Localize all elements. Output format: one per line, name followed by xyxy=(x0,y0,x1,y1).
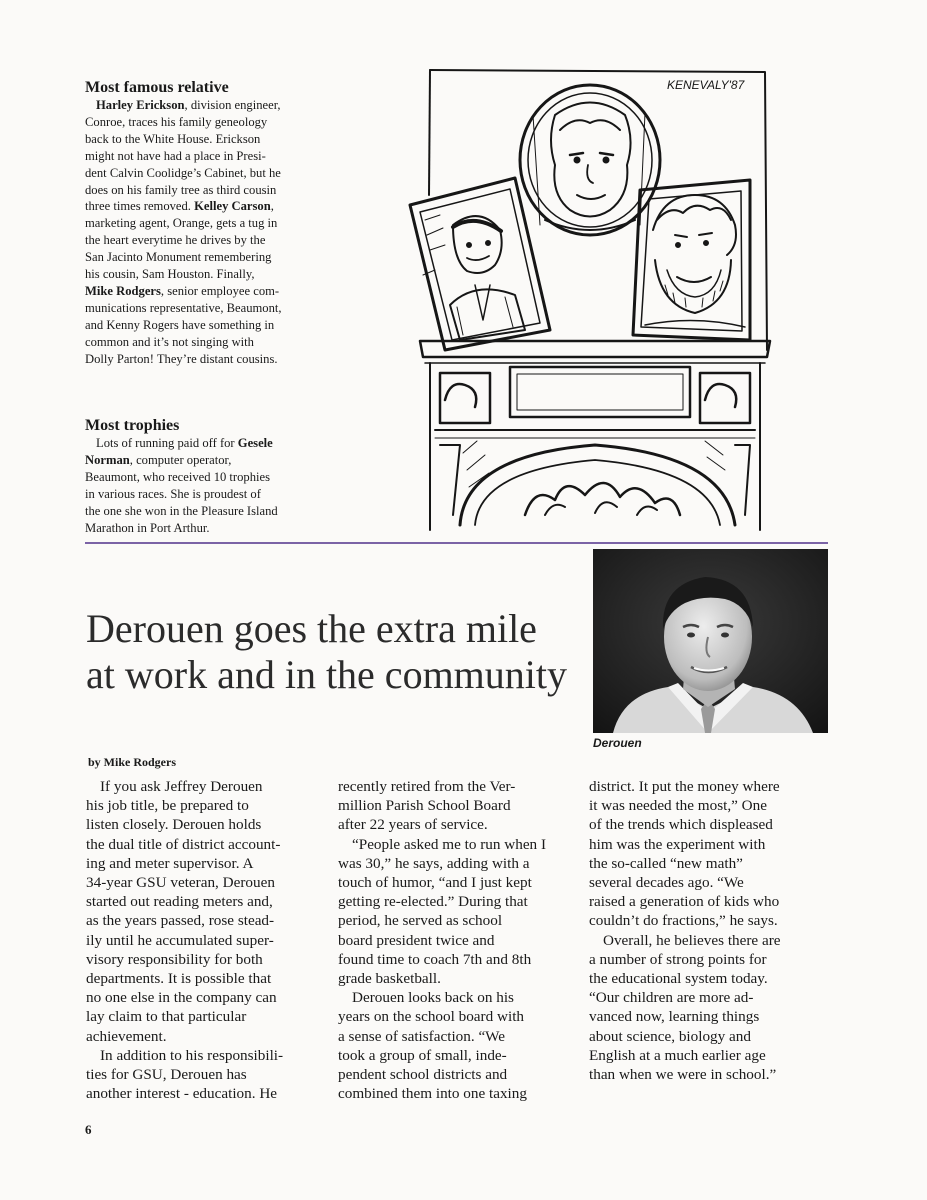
article-line xyxy=(589,892,825,911)
article-line-text: touch of humor, “and I just kept xyxy=(338,874,532,892)
article-line-text: a sense of satisfaction. “We xyxy=(338,1027,506,1045)
blurb-line xyxy=(85,131,385,148)
article-line xyxy=(589,950,825,969)
article-line xyxy=(589,777,825,796)
article-line-text: started out reading meters and, xyxy=(86,893,273,911)
article-line xyxy=(338,892,574,911)
article-line-text: getting re-elected.” During that xyxy=(338,893,528,911)
article-line-text: ties for GSU, Derouen has xyxy=(86,1066,247,1084)
article-line xyxy=(338,1084,574,1103)
blurb-text: Conroe, traces his family geneology xyxy=(85,114,268,129)
blurb-line xyxy=(85,283,385,300)
article-line xyxy=(589,873,825,892)
article-line xyxy=(338,988,574,1007)
blurb-text: Beaumont, who received 10 trophies xyxy=(85,469,271,484)
article-line xyxy=(86,777,322,796)
article-line xyxy=(589,854,825,873)
article-line xyxy=(86,1065,322,1084)
article-line-text: a number of strong points for xyxy=(589,950,767,968)
article-line-text: If you ask Jeffrey Derouen xyxy=(100,778,263,795)
article-line-text: visory responsibility for both xyxy=(86,950,263,968)
article-line-text: after 22 years of service. xyxy=(338,816,488,834)
article-line xyxy=(86,1046,322,1065)
blurb-line xyxy=(85,452,385,469)
blurb-text: Dolly Parton! They’re distant cousins. xyxy=(85,351,278,366)
blurb-text: , division engineer, xyxy=(184,98,281,112)
blurb-line xyxy=(85,317,385,334)
article-line xyxy=(589,1065,825,1084)
article-line-text: departments. It is possible that xyxy=(86,970,272,988)
article-line-text: Overall, he believes there are xyxy=(603,931,781,949)
article-line-text: “Our children are more ad- xyxy=(589,989,754,1007)
blurb-line xyxy=(85,503,385,520)
blurb-text: might not have had a place in Presi- xyxy=(85,148,266,163)
article-line-text: couldn’t do fractions,” he says. xyxy=(589,912,778,930)
cartoon-signature: KENEVALY'87 xyxy=(667,78,745,92)
article-line xyxy=(86,835,322,854)
person-name: Norman xyxy=(85,452,130,467)
article-line xyxy=(589,969,825,988)
blurb-text: common and it’s not singing with xyxy=(85,334,254,349)
article-line xyxy=(338,777,574,796)
article-line xyxy=(338,815,574,834)
blurb-line xyxy=(85,486,385,503)
blurb-line xyxy=(85,148,385,165)
article-line-text: another interest - education. He xyxy=(86,1085,278,1103)
person-name: Kelley Carson xyxy=(194,199,271,214)
article-line-text: years on the school board with xyxy=(338,1008,525,1026)
article-line xyxy=(86,815,322,834)
article-line-text: million Parish School Board xyxy=(338,797,511,815)
article-line-text: was 30,” he says, adding with a xyxy=(338,854,530,872)
person-name: Gesele xyxy=(237,436,273,450)
article-line-text: the educational system today. xyxy=(589,970,768,988)
article-line xyxy=(589,931,825,950)
blurb-line xyxy=(85,198,385,215)
article-line xyxy=(338,1065,574,1084)
blurb-text: Lots of running paid off for xyxy=(96,436,238,450)
article-line xyxy=(338,835,574,854)
article-line-text: vanced now, learning things xyxy=(589,1008,760,1026)
article-line-text: grade basketball. xyxy=(338,970,441,988)
article-line xyxy=(86,931,322,950)
blurb-line xyxy=(85,266,385,283)
article-line-text: than when we were in school.” xyxy=(589,1066,777,1084)
article-line xyxy=(86,873,322,892)
article-line-text: his job title, be prepared to xyxy=(86,797,249,815)
article-line-text: about science, biology and xyxy=(589,1027,751,1045)
article-line-text: took a group of small, inde- xyxy=(338,1046,507,1064)
derouen-portrait-photo xyxy=(593,549,828,733)
article-line-text: of the trends which displeased xyxy=(589,816,773,834)
article-line xyxy=(338,1046,574,1065)
photo-caption: Derouen xyxy=(593,736,642,750)
article-line-text: “People asked me to run when I xyxy=(352,835,547,853)
famous-relative-body xyxy=(85,97,385,368)
blurb-line xyxy=(85,165,385,182)
article-line-text: achievement. xyxy=(86,1027,167,1045)
blurb-text: marketing agent, Orange, gets a tug in xyxy=(85,216,278,231)
blurb-text: the heart everytime he drives by the xyxy=(85,233,266,248)
blurb-text: munications representative, Beaumont, xyxy=(85,300,282,315)
article-line-text: as the years passed, rose stead- xyxy=(86,912,275,930)
article-line-text: no one else in the company can xyxy=(86,989,277,1007)
article-line-text: board president twice and xyxy=(338,931,495,949)
article-byline: by Mike Rodgers xyxy=(88,755,176,769)
person-name: Mike Rodgers xyxy=(85,283,161,298)
article-line-text: several decades ago. “We xyxy=(589,874,744,892)
article-line-text: the dual title of district account- xyxy=(86,835,281,853)
blurb-text: his cousin, Sam Houston. Finally, xyxy=(85,267,255,282)
article-line-text: combined them into one taxing xyxy=(338,1085,527,1103)
article-line-text: Derouen looks back on his xyxy=(352,989,514,1007)
article-line xyxy=(338,1007,574,1026)
person-name: Harley Erickson xyxy=(96,98,185,112)
article-line xyxy=(338,969,574,988)
blurb-line xyxy=(85,469,385,486)
blurb-text: in various races. She is proudest of xyxy=(85,486,261,501)
article-line xyxy=(86,1027,322,1046)
blurb-text: dent Calvin Coolidge’s Cabinet, but he xyxy=(85,165,281,180)
blurb-text: does on his family tree as third cousin xyxy=(85,182,277,197)
article-line xyxy=(338,911,574,930)
blurb-text: , senior employee com- xyxy=(160,283,280,298)
article-line-text: ing and meter supervisor. A xyxy=(86,854,254,872)
blurb-line xyxy=(85,232,385,249)
page-number: 6 xyxy=(85,1122,92,1137)
blurb-text: , computer operator, xyxy=(129,452,232,467)
blurb-line xyxy=(85,435,385,452)
article-line-text: listen closely. Derouen holds xyxy=(86,816,262,834)
headline-line-1: Derouen goes the extra mile xyxy=(86,606,537,651)
blurb-line xyxy=(85,182,385,199)
article-line-text: him was the experiment with xyxy=(589,835,766,853)
article-column-1 xyxy=(86,777,322,1103)
article-line xyxy=(589,988,825,1007)
article-line-text: it was needed the most,” One xyxy=(589,797,767,815)
most-trophies-body xyxy=(85,435,385,536)
article-line-text: raised a generation of kids who xyxy=(589,893,780,911)
article-column-2 xyxy=(338,777,574,1103)
article-line xyxy=(589,815,825,834)
blurb-line xyxy=(85,249,385,266)
blurb-text: , xyxy=(270,199,274,214)
article-line-text: found time to coach 7th and 8th xyxy=(338,950,532,968)
article-column-3 xyxy=(589,777,825,1084)
article-line xyxy=(589,1046,825,1065)
article-line xyxy=(589,911,825,930)
blurb-text: and Kenny Rogers have something in xyxy=(85,317,275,332)
blurb-line xyxy=(85,114,385,131)
blurb-text: Marathon in Port Arthur. xyxy=(85,520,210,535)
blurb-line xyxy=(85,215,385,232)
article-line xyxy=(589,796,825,815)
article-line xyxy=(86,988,322,1007)
blurb-line xyxy=(85,97,385,114)
blurb-line xyxy=(85,300,385,317)
article-line xyxy=(589,1027,825,1046)
article-line-text: In addition to his responsibili- xyxy=(100,1046,284,1064)
article-line xyxy=(86,854,322,873)
article-line-text: ily until he accumulated super- xyxy=(86,931,274,949)
article-headline xyxy=(86,606,586,698)
article-line xyxy=(86,911,322,930)
blurb-line xyxy=(85,520,385,537)
article-line xyxy=(86,892,322,911)
article-line xyxy=(338,1027,574,1046)
article-line xyxy=(338,854,574,873)
article-line-text: district. It put the money where xyxy=(589,778,780,795)
article-line-text: the so-called “new math” xyxy=(589,854,743,872)
fireplace-cartoon-illustration xyxy=(405,45,775,535)
article-line xyxy=(589,1007,825,1026)
article-line xyxy=(86,796,322,815)
article-line-text: period, he served as school xyxy=(338,912,503,930)
section-divider-rule xyxy=(85,542,828,544)
article-line-text: English at a much earlier age xyxy=(589,1046,766,1064)
article-line xyxy=(86,1084,322,1103)
article-line-text: lay claim to that particular xyxy=(86,1008,247,1026)
most-trophies-title: Most trophies xyxy=(85,417,180,434)
article-line xyxy=(338,931,574,950)
famous-relative-title: Most famous relative xyxy=(85,79,229,96)
article-line xyxy=(86,969,322,988)
headline-line-2: at work and in the community xyxy=(86,652,568,697)
famous-relative-section xyxy=(85,79,385,368)
blurb-line xyxy=(85,351,385,368)
article-line-text: 34-year GSU veteran, Derouen xyxy=(86,874,275,892)
blurb-text: back to the White House. Erickson xyxy=(85,131,261,146)
article-line xyxy=(338,873,574,892)
article-line xyxy=(338,950,574,969)
article-line xyxy=(86,1007,322,1026)
article-line xyxy=(86,950,322,969)
blurb-text: San Jacinto Monument remembering xyxy=(85,250,272,265)
blurb-text: the one she won in the Pleasure Island xyxy=(85,503,278,518)
article-line xyxy=(338,796,574,815)
blurb-text: three times removed. xyxy=(85,199,195,214)
article-line xyxy=(589,835,825,854)
article-line-text: recently retired from the Ver- xyxy=(338,778,516,795)
most-trophies-section xyxy=(85,417,385,536)
blurb-line xyxy=(85,334,385,351)
article-line-text: pendent school districts and xyxy=(338,1066,508,1084)
